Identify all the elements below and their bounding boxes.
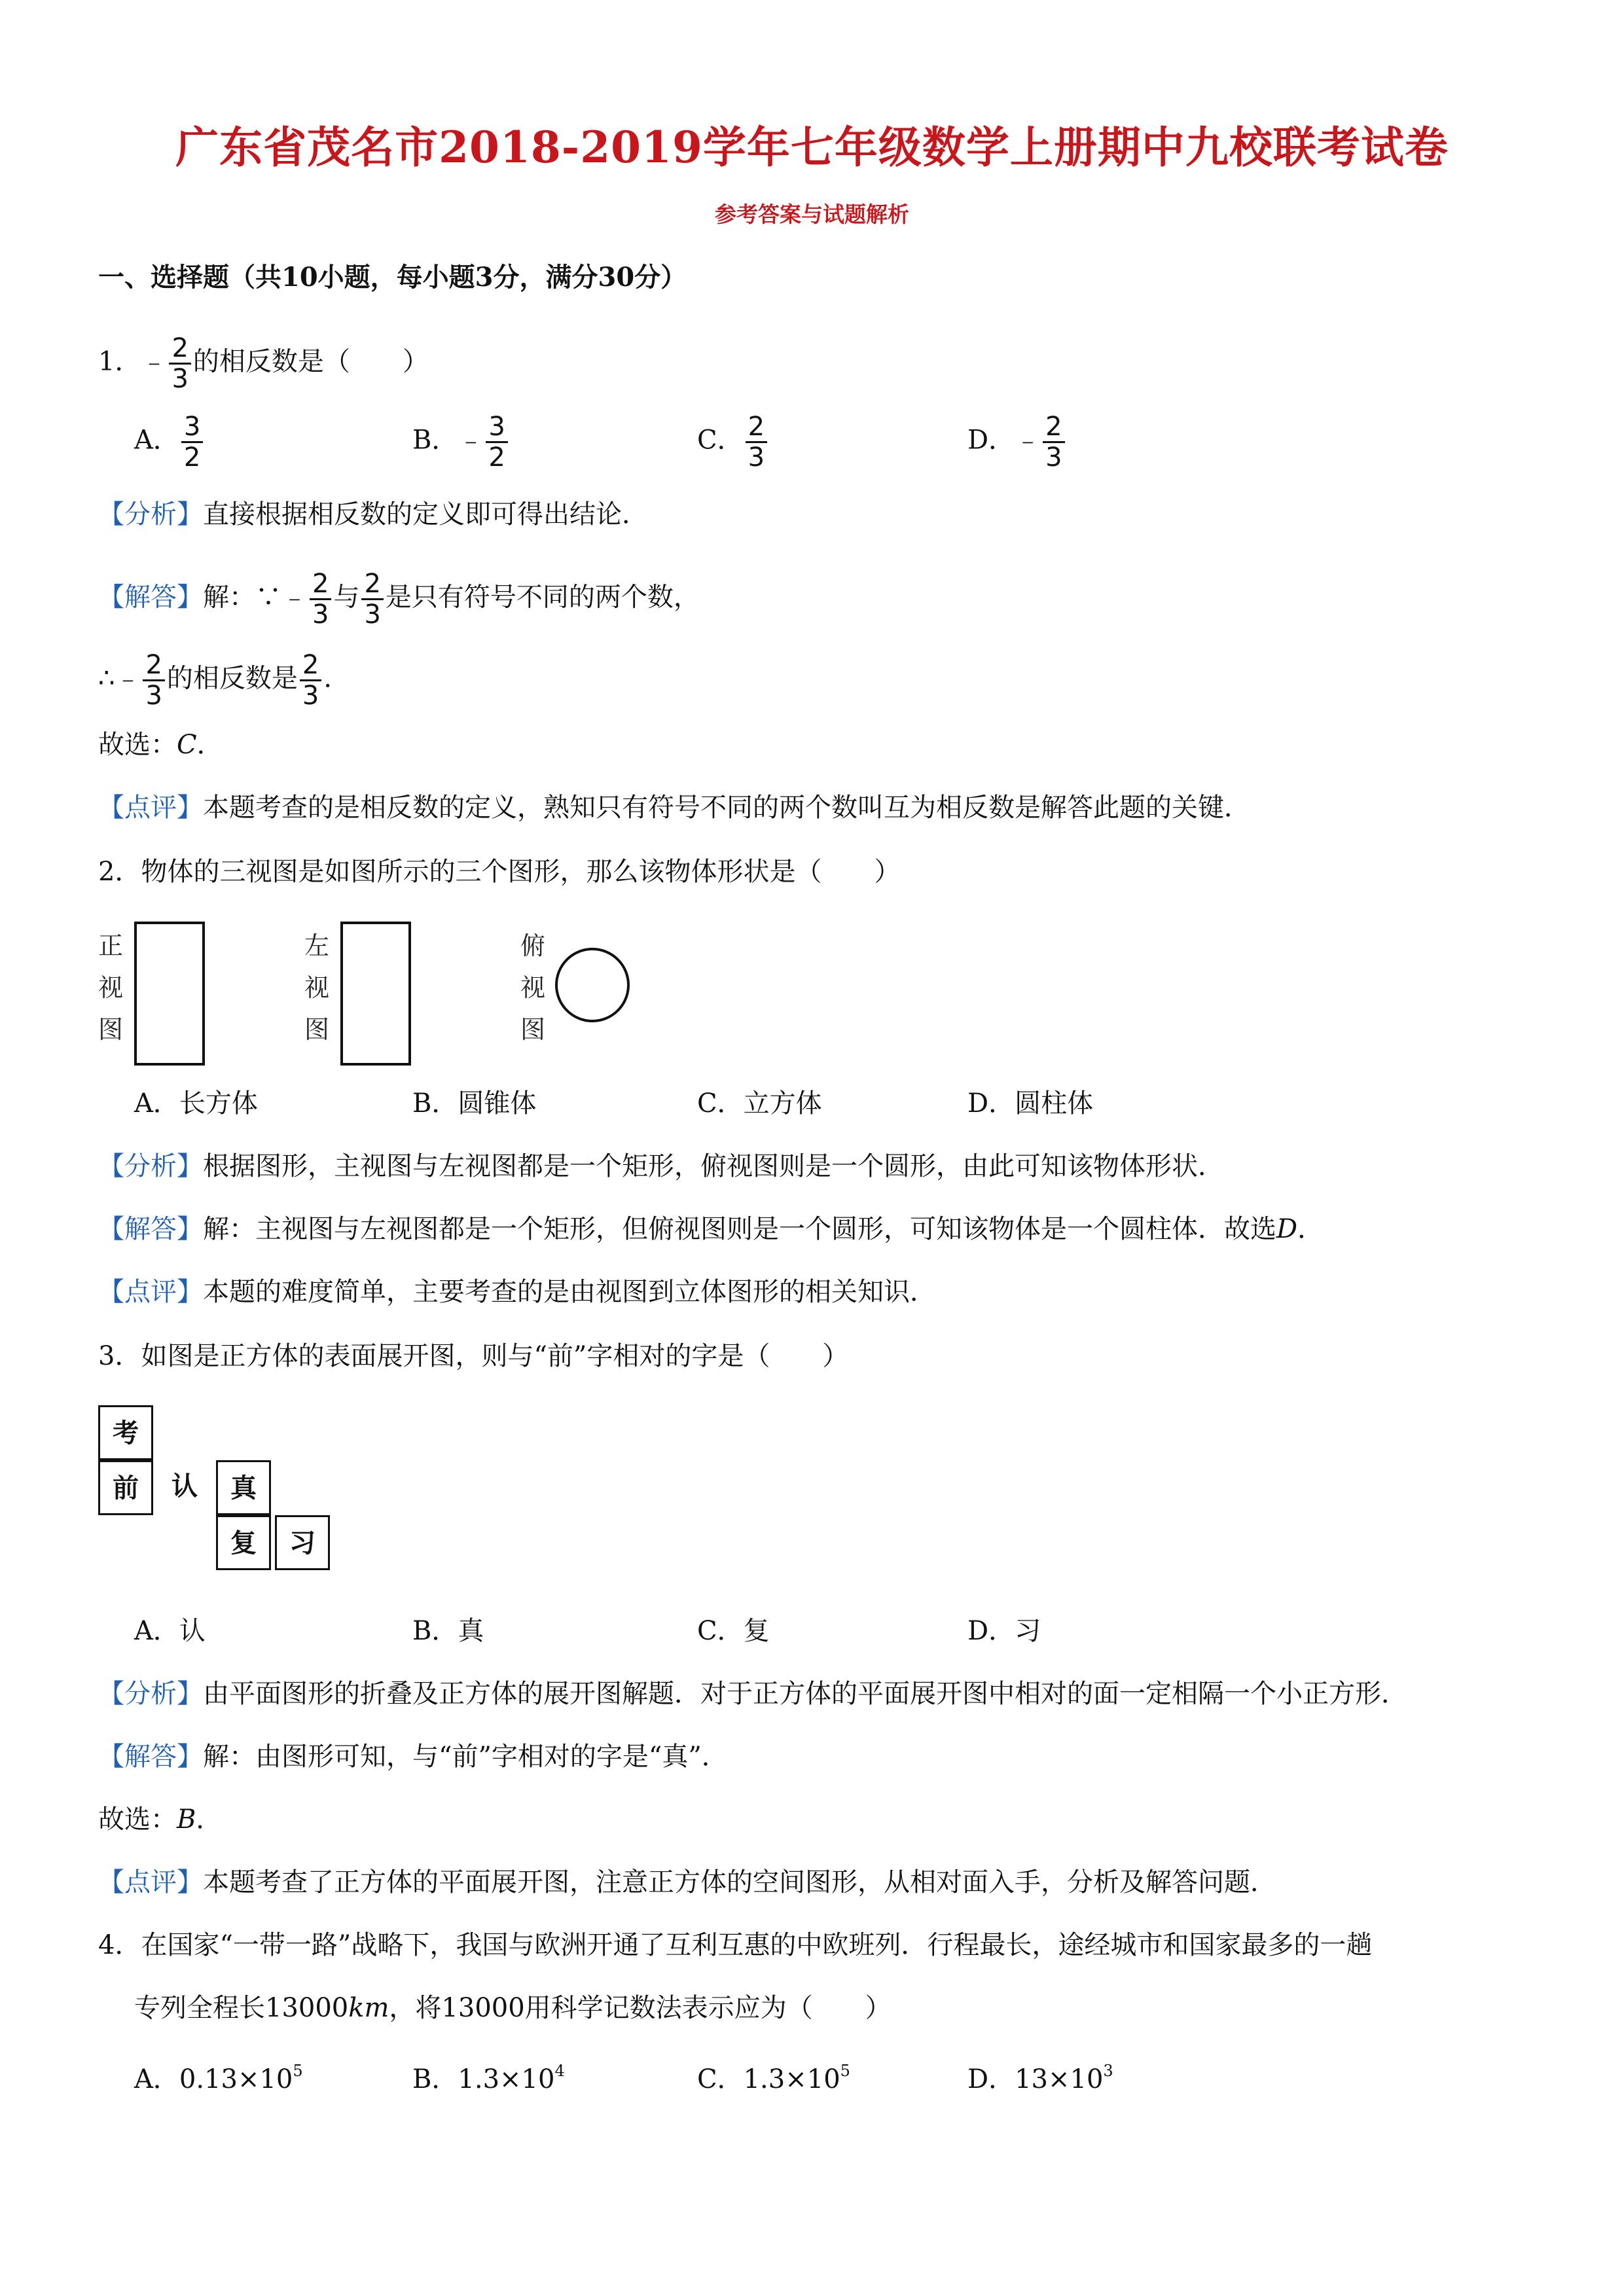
q4-stem-line2: 专列全程长13000km，将13000用科学记数法表示应为（ ） bbox=[134, 1993, 892, 2023]
q1-comment: 【点评】本题考查的是相反数的定义，熟知只有符号不同的两个数叫互为相反数是解答此题的关键． bbox=[98, 793, 1250, 823]
top-view-label: 俯 视 图 bbox=[520, 931, 546, 1044]
q2-comment: 【点评】本题的难度简单，主要考查的是由视图到立体图形的相关知识． bbox=[98, 1277, 936, 1307]
q2-solution: 【解答】解：主视图与左视图都是一个矩形，但俯视图则是一个圆形，可知该物体是一个圆柱体．故选D． bbox=[98, 1214, 1324, 1244]
solution-tag: 【解答】 bbox=[98, 582, 203, 613]
q3-option-a: A．认 bbox=[134, 1616, 206, 1646]
q3-comment: 【点评】本题考查了正方体的平面展开图，注意正方体的空间图形，从相对面入手，分析及解答问题． bbox=[98, 1867, 1276, 1897]
q1-solution: 【解答】解：∵﹣ $\frac{2}{3}$ 与 $\frac{2}{3}$ 是只有符号不同的两个数， bbox=[98, 569, 700, 630]
q4-option-a: A．$0.13\times 10^5$ bbox=[134, 2062, 303, 2094]
q4-option-d: D．$13\times 10^3$ bbox=[967, 2062, 1113, 2094]
q3-choice: 故选：B． bbox=[98, 1804, 223, 1835]
q1-fraction: $\frac{2}{3}$ bbox=[169, 334, 190, 393]
q4-option-c: C．$1.3\times 10^5$ bbox=[697, 2062, 850, 2094]
q2-stem: 2．物体的三视图是如图所示的三个图形，那么该物体形状是（ ） bbox=[98, 857, 901, 887]
q1-conclusion: ∴﹣ $\frac{2}{3}$ 的相反数是 $\frac{2}{3}$ . bbox=[98, 650, 333, 711]
q3-option-c: C．复 bbox=[697, 1616, 770, 1646]
q1-stem-text: 的相反数是（ ） bbox=[192, 346, 429, 377]
q3-analysis: 【分析】由平面图形的折叠及正方体的展开图解题．对于正方体的平面展开图中相对的面一定相隔一个小正方形． bbox=[98, 1679, 1407, 1709]
q4-option-b: B．$1.3\times 10^4$ bbox=[412, 2062, 565, 2094]
q1-sign: ﹣ bbox=[141, 346, 168, 377]
q1-option-d: D．﹣ $\frac{2}{3}$ bbox=[967, 412, 1067, 472]
q1-option-c: C． $\frac{2}{3}$ bbox=[697, 412, 769, 472]
q1-stem bbox=[98, 334, 429, 393]
section-heading: 一、选择题（共10小题，每小题3分，满分30分） bbox=[98, 262, 687, 293]
q3-solution: 【解答】解：由图形可知，与“前”字相对的字是“真”． bbox=[98, 1742, 728, 1772]
net-cell-fu: 复 bbox=[216, 1515, 271, 1570]
comment-tag: 【点评】 bbox=[98, 793, 203, 823]
q1-number: 1． bbox=[98, 346, 141, 377]
net-cell-kao: 考 bbox=[98, 1405, 153, 1460]
q2-analysis: 【分析】根据图形，主视图与左视图都是一个矩形，俯视图则是一个圆形，由此可知该物体形状． bbox=[98, 1151, 1224, 1181]
analysis-tag: 【分析】 bbox=[98, 499, 203, 529]
q2-option-b: B．圆锥体 bbox=[412, 1088, 537, 1119]
net-cell-zhen: 真 bbox=[216, 1460, 271, 1515]
q3-option-d: D．习 bbox=[967, 1616, 1041, 1646]
net-cell-ren: 认 bbox=[171, 1471, 198, 1501]
page-title: 广东省茂名市2018-2019学年七年级数学上册期中九校联考试卷 bbox=[175, 122, 1449, 173]
net-cell-xi: 习 bbox=[275, 1515, 330, 1570]
q2-option-c: C．立方体 bbox=[697, 1088, 822, 1119]
q1-analysis: 【分析】直接根据相反数的定义即可得出结论． bbox=[98, 499, 648, 529]
q1-option-b: B．﹣ $\frac{3}{2}$ bbox=[412, 412, 510, 472]
front-view-label: 正 视 图 bbox=[98, 931, 124, 1044]
side-view-rectangle bbox=[340, 922, 411, 1066]
top-view-circle bbox=[555, 948, 630, 1022]
q4-stem-line1: 4．在国家“一带一路”战略下，我国与欧洲开通了互利互惠的中欧班列．行程最长，途经城市和国家最多的一趟 bbox=[98, 1930, 1373, 1960]
q3-option-b: B．真 bbox=[412, 1616, 484, 1646]
page-subtitle: 参考答案与试题解析 bbox=[715, 202, 909, 227]
q2-option-a: A．长方体 bbox=[134, 1088, 258, 1119]
side-view-label: 左 视 图 bbox=[304, 931, 330, 1044]
q2-option-d: D．圆柱体 bbox=[967, 1088, 1094, 1119]
net-cell-qian: 前 bbox=[98, 1460, 153, 1515]
front-view-rectangle bbox=[134, 922, 205, 1066]
q1-choice: 故选：C． bbox=[98, 730, 223, 760]
q3-stem: 3．如图是正方体的表面展开图，则与“前”字相对的字是（ ） bbox=[98, 1341, 849, 1371]
q1-option-a: A． $\frac{3}{2}$ bbox=[134, 412, 205, 472]
